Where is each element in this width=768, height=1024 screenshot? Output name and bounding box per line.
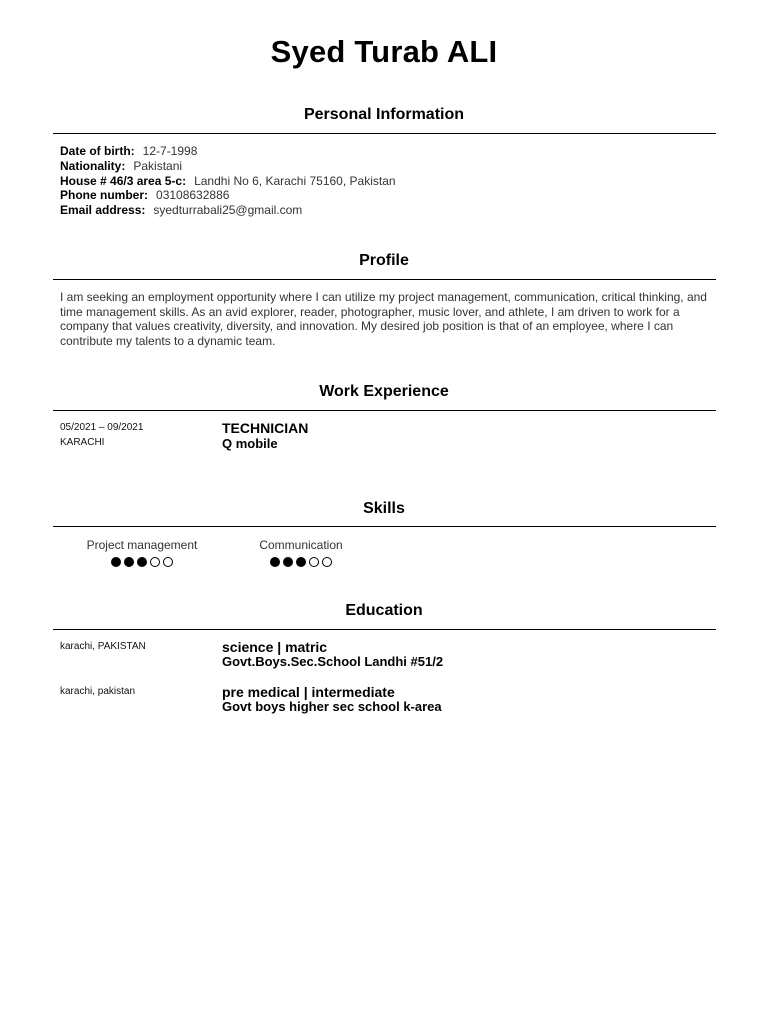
skill-name: Project management [86,538,198,552]
info-value: 03108632886 [156,188,230,202]
rating-dot-filled [111,557,121,567]
rating-dot-filled [124,557,134,567]
info-value: Pakistani [133,159,183,173]
rating-dot-filled [283,557,293,567]
education-location: karachi, PAKISTAN [60,641,146,652]
info-value: Landhi No 6, Karachi 75160, Pakistan [194,174,396,188]
info-label: Date of birth: [60,144,135,158]
skill-name: Communication [259,538,343,552]
info-label: Nationality: [60,159,126,173]
section-title-work: Work Experience [319,383,449,400]
info-value: syedturrabali25@gmail.com [153,203,303,217]
work-dates: 05/2021 – 09/2021 [60,422,144,433]
work-company: Q mobile [222,436,278,451]
skill-rating [231,557,371,567]
work-location: KARACHI [60,437,105,448]
info-label: Phone number: [60,188,149,202]
section-divider [53,629,716,630]
section-divider [53,279,716,280]
section-title-personal: Personal Information [303,106,465,123]
work-title: TECHNICIAN [222,420,309,436]
section-title-education: Education [345,602,423,619]
section-divider [53,410,716,411]
info-label: House # 46/3 area 5-c: [60,174,187,188]
section-title-profile: Profile [359,252,409,269]
section-title-skills: Skills [363,500,405,517]
section-divider [53,133,716,134]
rating-dot-filled [296,557,306,567]
education-degree: pre medical | intermediate [222,684,395,700]
info-row-nationality [60,159,182,173]
skill-item [231,538,371,567]
skill-item [72,538,212,567]
rating-dot-empty [150,557,160,567]
info-row-dob [60,144,197,158]
education-location: karachi, pakistan [60,686,136,697]
info-value: 12-7-1998 [142,144,198,158]
rating-dot-filled [270,557,280,567]
education-school: Govt.Boys.Sec.School Landhi #51/2 [222,654,444,669]
rating-dot-empty [163,557,173,567]
rating-dot-filled [137,557,147,567]
info-label: Email address: [60,203,146,217]
rating-dot-empty [309,557,319,567]
info-row-phone [60,188,229,202]
rating-dot-empty [322,557,332,567]
education-degree: science | matric [222,639,328,655]
education-school: Govt boys higher sec school k-area [222,699,442,714]
info-row-address [60,174,396,188]
skill-rating [72,557,212,567]
section-divider [53,526,716,527]
info-row-email [60,203,302,217]
candidate-name: Syed Turab ALI [270,34,498,69]
profile-text: I am seeking an employment opportunity where I can utilize my project management, communication, critical thinking, and time management skills. As an avid explorer, reader, photographer, music lover, and athlete, I am driven to work for a company that values creativity, diversity, and innovation. My desired job position is that of an employee, where I can contribute my talents to a dynamic team. [60,290,707,348]
